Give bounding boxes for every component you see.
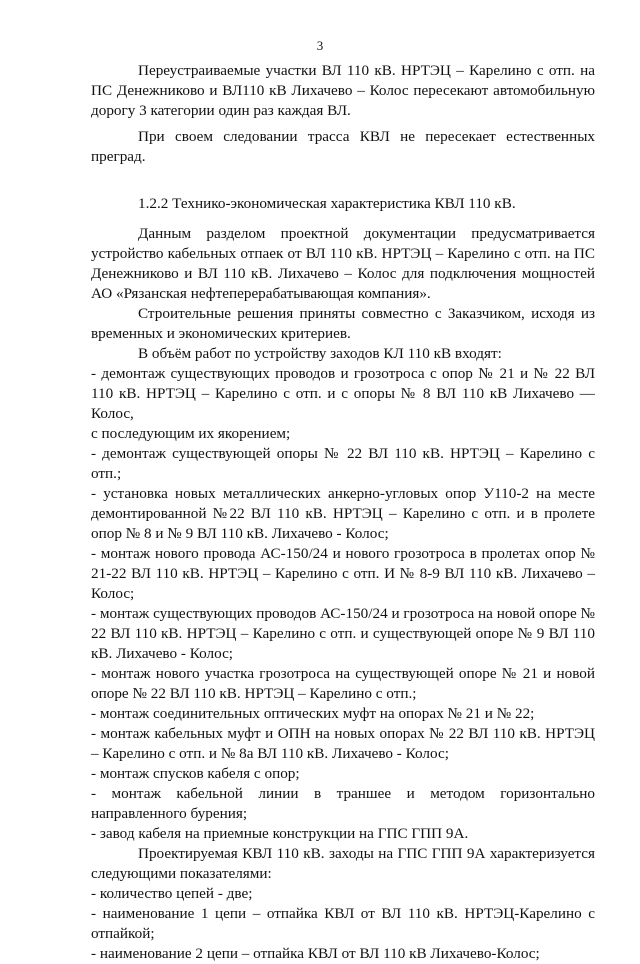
list-item: - монтаж нового участка грозотроса на существующей опоре № 21 и новой опоре № 22 ВЛ 110 кВ. НРТЭЦ – Карелино с отп.;: [91, 665, 595, 702]
list-item: - монтаж существующих проводов АС-150/24 и грозотроса на новой опоре № 22 ВЛ 110 кВ. НРТЭЦ – Карелино с отп. и существующей опоре № 9 ВЛ 110 кВ. Лихачево - Колос;: [91, 605, 595, 662]
list-item: - демонтаж существующих проводов и грозотроса с опор № 21 и № 22 ВЛ 110 кВ. НРТЭЦ – Карелино с отп. и с опоры № 8 ВЛ 110 кВ Лихачево — Колос,: [91, 365, 595, 422]
list-item: - завод кабеля на приемные конструкции на ГПС ГПП 9А.: [91, 825, 469, 842]
intro-paragraph-crossings: Переустраиваемые участки ВЛ 110 кВ. НРТЭЦ – Карелино с отп. на ПС Денежниково и ВЛ110 кВ Лихачево – Колос пересекают автомобильную дорогу 3 категории один раз каждая ВЛ.: [91, 62, 595, 119]
section-paragraph-decisions: Строительные решения приняты совместно с Заказчиком, исходя из временных и экономических критериев.: [91, 305, 595, 342]
characteristics-list: [91, 884, 595, 964]
list-item: - монтаж нового провода АС-150/24 и нового грозотроса в пролетах опор № 21-22 ВЛ 110 кВ. НРТЭЦ – Карелино с отп. И № 8-9 ВЛ 110 кВ. Лихачево – Колос;: [91, 545, 595, 602]
works-list: [91, 364, 595, 844]
document-body: [91, 61, 595, 964]
list-item: - наименование 2 цепи – отпайка КВЛ от ВЛ 110 кВ Лихачево-Колос;: [91, 945, 540, 962]
list-item: - монтаж спусков кабеля с опор;: [91, 765, 300, 782]
section-heading: 1.2.2 Технико-экономическая характеристика КВЛ 110 кВ.: [138, 195, 516, 212]
list-item: - монтаж кабельной линии в траншее и методом горизонтально направленного бурения;: [91, 785, 595, 822]
list-item: с последующим их якорением;: [91, 425, 291, 442]
list-item: - монтаж кабельных муфт и ОПН на новых опорах № 22 ВЛ 110 кВ. НРТЭЦ – Карелино с отп. и № 8а ВЛ 110 кВ. Лихачево - Колос;: [91, 725, 595, 762]
intro-paragraph-natural-obstacles: При своем следовании трасса КВЛ не пересекает естественных преград.: [91, 128, 595, 165]
section-paragraph-works-intro: В объём работ по устройству заходов КЛ 110 кВ входят:: [138, 345, 502, 362]
list-item: - количество цепей - две;: [91, 885, 253, 902]
list-item: - монтаж соединительных оптических муфт на опорах № 21 и № 22;: [91, 705, 535, 722]
page-number: 3: [316, 38, 324, 53]
list-item: - установка новых металлических анкерно-угловых опор У110-2 на месте демонтированной №22 ВЛ 110 кВ. НРТЭЦ – Карелино с отп. и в пролете опор № 8 и № 9 ВЛ 110 кВ. Лихачево - Колос;: [91, 485, 595, 542]
list-item: - наименование 1 цепи – отпайка КВЛ от ВЛ 110 кВ. НРТЭЦ-Карелино с отпайкой;: [91, 905, 595, 942]
characteristics-intro: Проектируемая КВЛ 110 кВ. заходы на ГПС ГПП 9А характеризуется следующими показателями:: [91, 845, 595, 882]
list-item: - демонтаж существующей опоры № 22 ВЛ 110 кВ. НРТЭЦ – Карелино с отп.;: [91, 445, 595, 482]
section-paragraph-scope: Данным разделом проектной документации предусматривается устройство кабельных отпаек от ВЛ 110 кВ. НРТЭЦ – Карелино с отп. на ПС Денежниково и ВЛ 110 кВ. Лихачево – Колос для подключения мощностей АО «Рязанская нефтеперерабатывающая компания».: [91, 225, 595, 302]
